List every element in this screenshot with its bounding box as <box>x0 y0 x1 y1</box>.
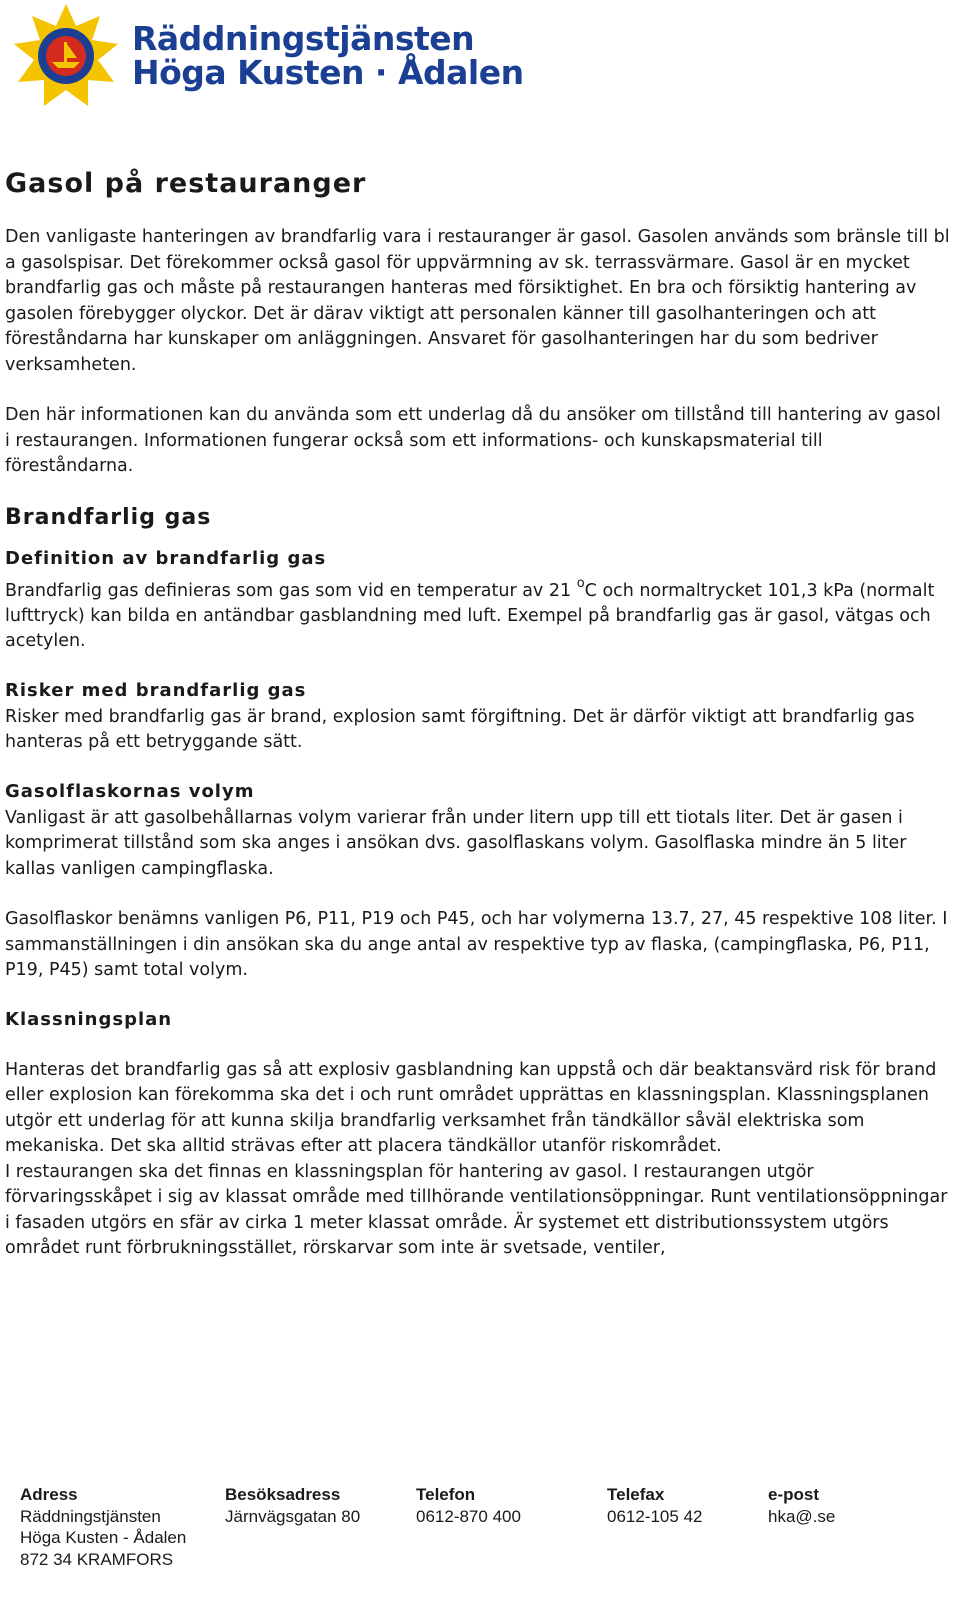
degree-symbol: o <box>576 575 585 591</box>
definition-heading: Definition av brandfarlig gas <box>5 547 327 569</box>
section-title: Brandfarlig gas <box>5 504 212 530</box>
footer-address-line: Räddningstjänsten <box>20 1506 161 1526</box>
intro-paragraph-2: Den här informationen kan du använda som ett underlag då du ansöker om tillstånd till hantering av gasol i restaurangen. Informationen fungerar också som ett informations- och kunskapsmaterial till föreståndarna. <box>5 405 941 476</box>
footer-visit-value: Järnvägsgatan 80 <box>225 1506 361 1526</box>
definition-text-end: C och normaltrycket 101,3 kPa (normalt lufttryck) kan bilda en antändbar gasblandning med luft. Exempel på brandfarlig gas är gasol, vätgas och acetylen. <box>5 580 935 652</box>
risks-paragraph: Risker med brandfarlig gas är brand, explosion samt förgiftning. Det är därför viktigt att brandfarlig gas hanteras på ett betryggande sätt. <box>5 706 915 753</box>
footer-contact <box>20 1484 920 1602</box>
intro-paragraph-1: Den vanligaste hanteringen av brandfarlig vara i restauranger är gasol. Gasolen används som bränsle till bl a gasolspisar. Det förekommer också gasol för uppvärmning av sk. terrassvärmare. Gasol är en mycket brandfarlig gas och måste på restaurangen hanteras med försiktighet. En bra och försiktig hantering av gasolen förebygger olyckor. Det är därav viktigt att personalen känner till gasolhanteringen och att föreståndarna har kunskaper om anläggningen. Ansvaret för gasolhanteringen har du som bedriver verksamheten. <box>5 227 950 375</box>
footer-email <box>768 1484 835 1527</box>
footer-address-line: 872 34 KRAMFORS <box>20 1549 174 1569</box>
definition-paragraph <box>5 573 950 655</box>
classification-paragraph-1: Hanteras det brandfarlig gas så att explosiv gasblandning kan uppstå och där beaktansvärd risk för brand eller explosion kan förekomma ska det i och runt området upprättas en klassningsplan. Klassningsplanen utgör ett underlag för att kunna skilja brandfarlig verksamhet från tändkällor såväl elektriska som mekaniska. Det ska alltid strävas efter att placera tändkällor utanför riskområdet. <box>5 1059 937 1157</box>
volume-heading: Gasolflaskornas volym <box>5 780 255 802</box>
classification-heading: Klassningsplan <box>5 1008 173 1030</box>
footer-fax-value: 0612-105 42 <box>607 1506 703 1526</box>
organization-name <box>132 19 524 92</box>
footer-address-label: Adress <box>20 1485 78 1504</box>
footer-email-label: e-post <box>768 1485 819 1504</box>
page-title: Gasol på restauranger <box>5 168 367 199</box>
volume-paragraph-1: Vanligast är att gasolbehållarnas volym varierar från under litern upp till ett tiotals liter. Det är gasen i komprimerat tillstånd som ska anges i ansökan dvs. gasolflaskans volym. Gasolflaska mindre än 5 liter kallas vanligen campingflaska. <box>5 807 907 879</box>
footer-fax-label: Telefax <box>607 1485 665 1504</box>
org-name-line2: Höga Kusten · Ådalen <box>132 53 524 92</box>
volume-paragraph-2: Gasolflaskor benämns vanligen P6, P11, P19 och P45, och har volymerna 13.7, 27, 45 respektive 108 liter. I sammanställningen i din ansökan ska du ange antal av respektive typ av flaska, (campingflaska, P6, P11, P19, P45) samt total volym. <box>5 909 948 981</box>
footer-fax <box>607 1484 702 1527</box>
footer-phone-label: Telefon <box>416 1485 476 1504</box>
footer-visit-label: Besöksadress <box>225 1485 341 1504</box>
org-name-line1: Räddningstjänsten <box>132 19 475 58</box>
footer-address <box>20 1484 186 1570</box>
risks-heading: Risker med brandfarlig gas <box>5 679 307 701</box>
footer-phone-value: 0612-870 400 <box>416 1506 521 1526</box>
footer-visit-address <box>225 1484 360 1527</box>
footer-email-value[interactable]: hka@.se <box>768 1506 836 1526</box>
document-body <box>5 168 950 1262</box>
footer-phone <box>416 1484 521 1527</box>
organization-logo <box>4 2 128 110</box>
footer-address-line: Höga Kusten - Ådalen <box>20 1528 187 1547</box>
classification-paragraph-2: I restaurangen ska det finnas en klassningsplan för hantering av gasol. I restaurangen utgör förvaringsskåpet i sig av klassat område med tillhörande ventilationsöppningar. Runt ventilationsöppningar i fasaden utgörs en sfär av cirka 1 meter klassat område. Är systemet ett distributionssystem utgörs området runt förbrukningsstället, rörskarvar som inte är svetsade, ventiler, <box>5 1161 948 1259</box>
definition-text-start: Brandfarlig gas definieras som gas som vid en temperatur av 21 <box>5 580 577 601</box>
